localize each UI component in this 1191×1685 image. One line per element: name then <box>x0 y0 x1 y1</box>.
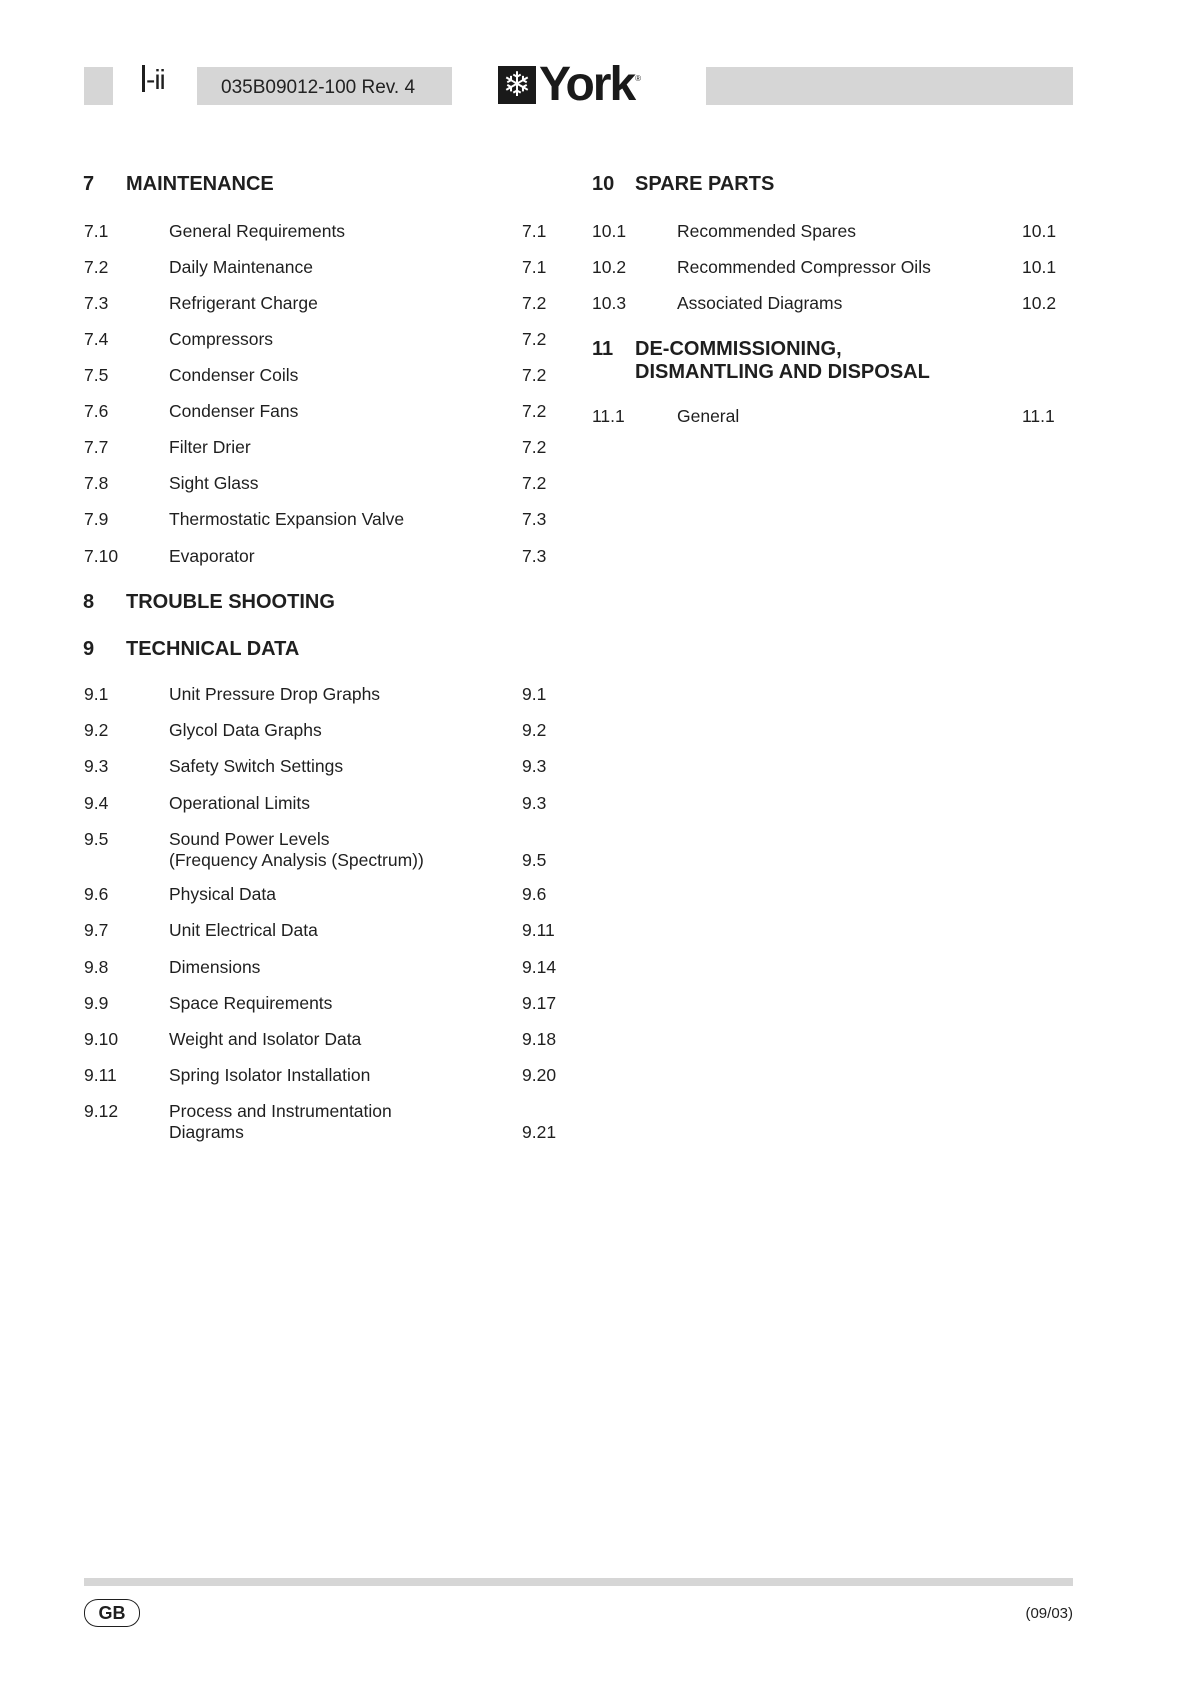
toc-entry-page: 7.1 <box>522 257 547 277</box>
toc-entry-title: Glycol Data Graphs <box>169 720 322 740</box>
toc-entry-title: Physical Data <box>169 884 276 904</box>
toc-entry-number: 10.1 <box>592 221 627 241</box>
section-number: 7 <box>83 173 95 195</box>
toc-entry-number: 10.2 <box>592 257 627 277</box>
toc-entry-page: 7.1 <box>522 221 547 241</box>
toc-entry-page: 7.3 <box>522 509 547 529</box>
toc-entry-title: Sound Power Levels <box>169 829 330 849</box>
toc-entry-title: Thermostatic Expansion Valve <box>169 509 405 529</box>
logo-wordmark: York <box>539 58 635 111</box>
toc-entry-title: Dimensions <box>169 957 261 977</box>
toc-entry-page: 9.6 <box>522 884 547 904</box>
toc-entry-page: 7.2 <box>522 473 547 493</box>
section-number: 8 <box>83 591 95 613</box>
toc-entry-page: 7.2 <box>522 437 547 457</box>
header-right-bar <box>706 67 1073 105</box>
toc-entry-title: General Requirements <box>169 221 346 241</box>
toc-entry-number: 9.4 <box>84 793 109 813</box>
toc-entry-page: 7.2 <box>522 401 547 421</box>
toc-entry-page: 9.11 <box>522 920 555 940</box>
toc-entry-number: 7.8 <box>84 473 109 493</box>
toc-entry-number: 9.9 <box>84 993 109 1013</box>
toc-entry-title: Condenser Coils <box>169 365 299 385</box>
toc-entry-title: Recommended Spares <box>677 221 856 241</box>
toc-entry-number: 9.3 <box>84 756 109 776</box>
toc-entry-page: 10.2 <box>1022 293 1057 313</box>
toc-entry-title: Associated Diagrams <box>677 293 843 313</box>
toc-entry-page: 9.21 <box>522 1122 557 1142</box>
toc-entry-number: 9.5 <box>84 829 109 849</box>
toc-entry-number: 9.8 <box>84 957 109 977</box>
toc-entry-number: 7.9 <box>84 509 109 529</box>
toc-entry-number: 10.3 <box>592 293 627 313</box>
snowflake-icon: ❄ <box>498 66 536 104</box>
footer-rule <box>84 1578 1073 1586</box>
toc-entry-page: 9.17 <box>522 993 557 1013</box>
toc-entry-title: Operational Limits <box>169 793 311 813</box>
toc-entry-page: 11.1 <box>1022 406 1055 426</box>
toc-entry-page: 9.5 <box>522 850 547 870</box>
toc-entry-number: 7.5 <box>84 365 109 385</box>
page-number <box>142 64 165 96</box>
toc-entry-title: Condenser Fans <box>169 401 299 421</box>
toc-entry-page: 9.3 <box>522 793 547 813</box>
toc-entry-number: 9.1 <box>84 684 109 704</box>
toc-entry-number: 7.3 <box>84 293 109 313</box>
toc-entry-title: Recommended Compressor Oils <box>677 257 931 277</box>
toc-entry-title-line2: Diagrams <box>169 1122 244 1142</box>
toc-entry-title: Unit Electrical Data <box>169 920 318 940</box>
toc-entry-page: 9.20 <box>522 1065 557 1085</box>
toc-entry-title: Process and Instrumentation <box>169 1101 392 1121</box>
toc-entry-page: 9.1 <box>522 684 547 704</box>
toc-entry-title: Evaporator <box>169 546 255 566</box>
toc-entry-title: Daily Maintenance <box>169 257 313 277</box>
doc-id: 035B09012-100 Rev. 4 <box>221 77 416 98</box>
toc-entry-page: 9.3 <box>522 756 547 776</box>
toc-entry-page: 7.2 <box>522 365 547 385</box>
section-number: 11 <box>592 338 614 360</box>
toc-entry-page: 7.3 <box>522 546 547 566</box>
toc-section-11 <box>592 338 930 383</box>
page-number-text: -ii <box>146 64 165 95</box>
toc-entry-number: 11.1 <box>592 406 625 426</box>
toc-entry-title: Safety Switch Settings <box>169 756 344 776</box>
toc-entry-number: 7.1 <box>84 221 109 241</box>
section-title: MAINTENANCE <box>126 173 274 195</box>
toc-entry-number: 7.6 <box>84 401 109 421</box>
toc-entry-title: Spring Isolator Installation <box>169 1065 371 1085</box>
toc-entry-title: Compressors <box>169 329 274 349</box>
toc-entry-page: 10.1 <box>1022 257 1057 277</box>
registered-mark: ® <box>635 74 642 83</box>
toc-entry-number: 7.4 <box>84 329 109 349</box>
toc-entry-page: 9.18 <box>522 1029 557 1049</box>
toc-entry-page: 9.14 <box>522 957 557 977</box>
toc-section-9 <box>83 638 300 661</box>
toc-entry-number: 7.7 <box>84 437 109 457</box>
toc-entry-title: Sight Glass <box>169 473 259 493</box>
section-title: DE-COMMISSIONING, <box>635 338 842 360</box>
language-badge: GB <box>84 1599 140 1627</box>
toc-entry-title-line2: (Frequency Analysis (Spectrum)) <box>169 850 424 870</box>
footer-date: (09/03) <box>1025 1605 1073 1622</box>
toc-entry-title: Weight and Isolator Data <box>169 1029 362 1049</box>
toc-entry-number: 9.11 <box>84 1065 117 1085</box>
section-title: SPARE PARTS <box>635 173 775 195</box>
toc-entry-page: 7.2 <box>522 329 547 349</box>
toc-entry-number: 9.12 <box>84 1101 119 1121</box>
toc-entry-title: Unit Pressure Drop Graphs <box>169 684 381 704</box>
toc-entry-title: Filter Drier <box>169 437 251 457</box>
toc-section-10 <box>592 173 775 196</box>
toc-entry-number: 9.2 <box>84 720 109 740</box>
toc-entry-title: Space Requirements <box>169 993 333 1013</box>
toc-entry-title: General <box>677 406 740 426</box>
toc-entry-number: 9.10 <box>84 1029 119 1049</box>
toc-entry-number: 9.7 <box>84 920 109 940</box>
york-logo <box>498 58 642 111</box>
toc-entry-page: 10.1 <box>1022 221 1057 241</box>
toc-entry-number: 9.6 <box>84 884 109 904</box>
header-left-bar <box>84 67 113 105</box>
toc-entry-page: 7.2 <box>522 293 547 313</box>
toc-entry-page: 9.2 <box>522 720 547 740</box>
section-title: TROUBLE SHOOTING <box>126 591 335 613</box>
toc-entry-number: 7.2 <box>84 257 109 277</box>
section-title-line2: DISMANTLING AND DISPOSAL <box>635 361 930 383</box>
toc-entry-number: 7.10 <box>84 546 119 566</box>
toc-section-7 <box>83 173 274 196</box>
toc-entry-title: Refrigerant Charge <box>169 293 318 313</box>
section-number: 9 <box>83 638 95 660</box>
toc-section-8 <box>83 591 335 614</box>
section-title: TECHNICAL DATA <box>126 638 300 660</box>
section-number: 10 <box>592 173 615 195</box>
page-number-bar-glyph <box>142 65 145 92</box>
